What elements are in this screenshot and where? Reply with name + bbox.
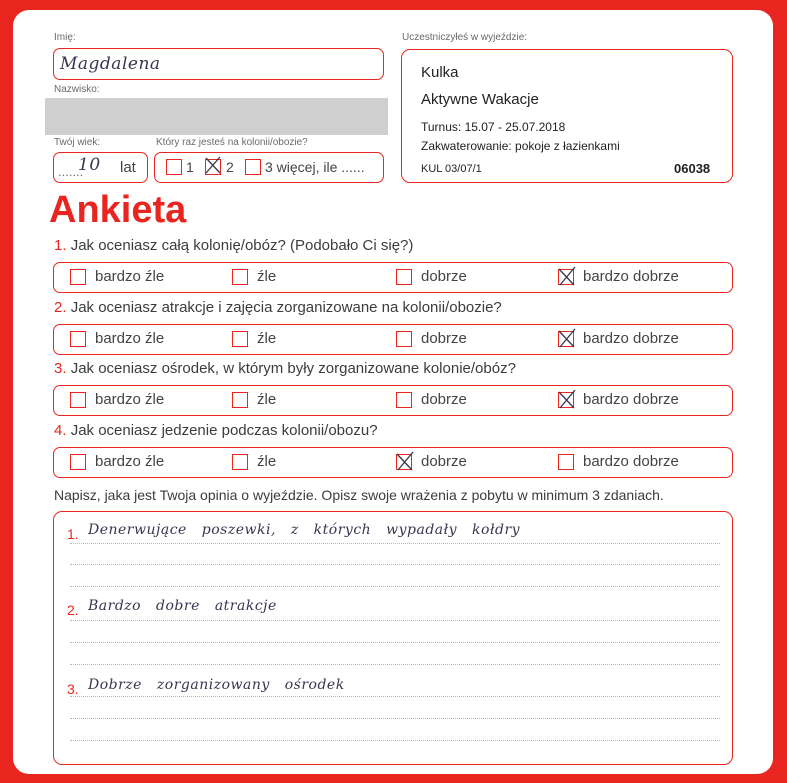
times-option-1: 1 bbox=[186, 159, 194, 175]
ruled-line bbox=[70, 564, 720, 565]
rating-checkbox[interactable] bbox=[558, 269, 574, 285]
question-number: 2. bbox=[54, 299, 67, 316]
question-number: 4. bbox=[54, 422, 67, 439]
trip-name: Kulka bbox=[421, 64, 459, 81]
rating-label: dobrze bbox=[421, 268, 467, 285]
answer-number: 2. bbox=[67, 602, 79, 618]
rating-label: bardzo źle bbox=[95, 330, 165, 347]
age-dots: ....... bbox=[58, 164, 84, 179]
rating-label: bardzo dobrze bbox=[583, 268, 679, 285]
rating-checkbox[interactable] bbox=[558, 454, 574, 470]
answer-number: 1. bbox=[67, 526, 79, 542]
rating-label: źle bbox=[257, 330, 277, 347]
times-label: Który raz jesteś na kolonii/obozie? bbox=[156, 137, 308, 148]
rating-label: dobrze bbox=[421, 391, 467, 408]
age-field[interactable] bbox=[53, 152, 148, 183]
rating-label: źle bbox=[257, 391, 277, 408]
ruled-line bbox=[70, 664, 720, 665]
rating-checkbox[interactable] bbox=[396, 454, 412, 470]
trip-turnus: Turnus: 15.07 - 25.07.2018 bbox=[421, 120, 566, 134]
rating-label: dobrze bbox=[421, 330, 467, 347]
answer-number: 3. bbox=[67, 681, 79, 697]
rating-checkbox[interactable] bbox=[396, 269, 412, 285]
ruled-line bbox=[70, 740, 720, 741]
opinion-prompt: Napisz, jaka jest Twoja opinia o wyjeździe. Opisz swoje wrażenia z pobytu w minimum 3 zdaniach. bbox=[54, 487, 664, 503]
age-label: Twój wiek: bbox=[54, 137, 101, 148]
trip-label: Uczestniczyłeś w wyjeździe: bbox=[402, 32, 528, 43]
question-number: 1. bbox=[54, 237, 67, 254]
ruled-line bbox=[70, 642, 720, 643]
answer-text: Denerwujące poszewki, z których wypadały kołdry bbox=[88, 522, 521, 538]
ruled-line bbox=[70, 696, 720, 697]
trip-program: Aktywne Wakacje bbox=[421, 91, 539, 108]
times-checkbox-3[interactable] bbox=[245, 159, 261, 175]
survey-title: Ankieta bbox=[49, 189, 187, 231]
times-option-3: 3 więcej, ile ...... bbox=[265, 159, 365, 175]
trip-code: KUL 03/07/1 bbox=[421, 163, 482, 175]
answer-text: Bardzo dobre atrakcje bbox=[88, 598, 277, 614]
times-field bbox=[154, 152, 384, 183]
question-2-text bbox=[54, 299, 502, 316]
times-checkbox-2[interactable] bbox=[205, 159, 221, 175]
trip-number: 06038 bbox=[674, 161, 711, 176]
rating-checkbox[interactable] bbox=[70, 331, 86, 347]
answer-text: Dobrze zorganizowany ośrodek bbox=[88, 677, 345, 693]
rating-label: dobrze bbox=[421, 453, 467, 470]
question-label: Jak oceniasz ośrodek, w którym były zorganizowane kolonie/obóz? bbox=[70, 360, 516, 377]
rating-label: źle bbox=[257, 268, 277, 285]
question-3-text bbox=[54, 360, 516, 377]
rating-checkbox[interactable] bbox=[232, 331, 248, 347]
rating-checkbox[interactable] bbox=[558, 392, 574, 408]
trip-box bbox=[401, 49, 733, 183]
rating-checkbox[interactable] bbox=[396, 392, 412, 408]
ruled-line bbox=[70, 620, 720, 621]
question-1-text bbox=[54, 237, 413, 254]
rating-checkbox[interactable] bbox=[70, 269, 86, 285]
name-field[interactable] bbox=[53, 48, 384, 80]
rating-label: bardzo źle bbox=[95, 391, 165, 408]
rating-label: bardzo dobrze bbox=[583, 391, 679, 408]
name-value: Magdalena bbox=[60, 54, 161, 74]
times-option-2: 2 bbox=[226, 159, 234, 175]
question-label: Jak oceniasz jedzenie podczas kolonii/obozu? bbox=[70, 422, 378, 439]
age-unit: lat bbox=[120, 159, 136, 176]
rating-label: bardzo dobrze bbox=[583, 453, 679, 470]
rating-label: bardzo źle bbox=[95, 268, 165, 285]
question-label: Jak oceniasz całą kolonię/obóz? (Podobało Ci się?) bbox=[70, 237, 414, 254]
ruled-line bbox=[70, 586, 720, 587]
rating-checkbox[interactable] bbox=[70, 392, 86, 408]
question-number: 3. bbox=[54, 360, 67, 377]
name-label: Imię: bbox=[54, 32, 76, 43]
opinion-box[interactable] bbox=[53, 511, 733, 765]
surname-label: Nazwisko: bbox=[54, 84, 100, 95]
question-4-text bbox=[54, 422, 378, 439]
ruled-line bbox=[70, 718, 720, 719]
rating-label: źle bbox=[257, 453, 277, 470]
rating-checkbox[interactable] bbox=[232, 269, 248, 285]
rating-checkbox[interactable] bbox=[70, 454, 86, 470]
rating-checkbox[interactable] bbox=[232, 392, 248, 408]
rating-checkbox[interactable] bbox=[396, 331, 412, 347]
rating-label: bardzo źle bbox=[95, 453, 165, 470]
ruled-line bbox=[70, 543, 720, 544]
question-label: Jak oceniasz atrakcje i zajęcia zorganizowane na kolonii/obozie? bbox=[70, 299, 502, 316]
trip-accommodation: Zakwaterowanie: pokoje z łazienkami bbox=[421, 139, 620, 153]
rating-checkbox[interactable] bbox=[232, 454, 248, 470]
rating-checkbox[interactable] bbox=[558, 331, 574, 347]
surname-redacted bbox=[45, 98, 388, 135]
age-value: 10 bbox=[78, 155, 101, 175]
times-checkbox-1[interactable] bbox=[166, 159, 182, 175]
rating-label: bardzo dobrze bbox=[583, 330, 679, 347]
